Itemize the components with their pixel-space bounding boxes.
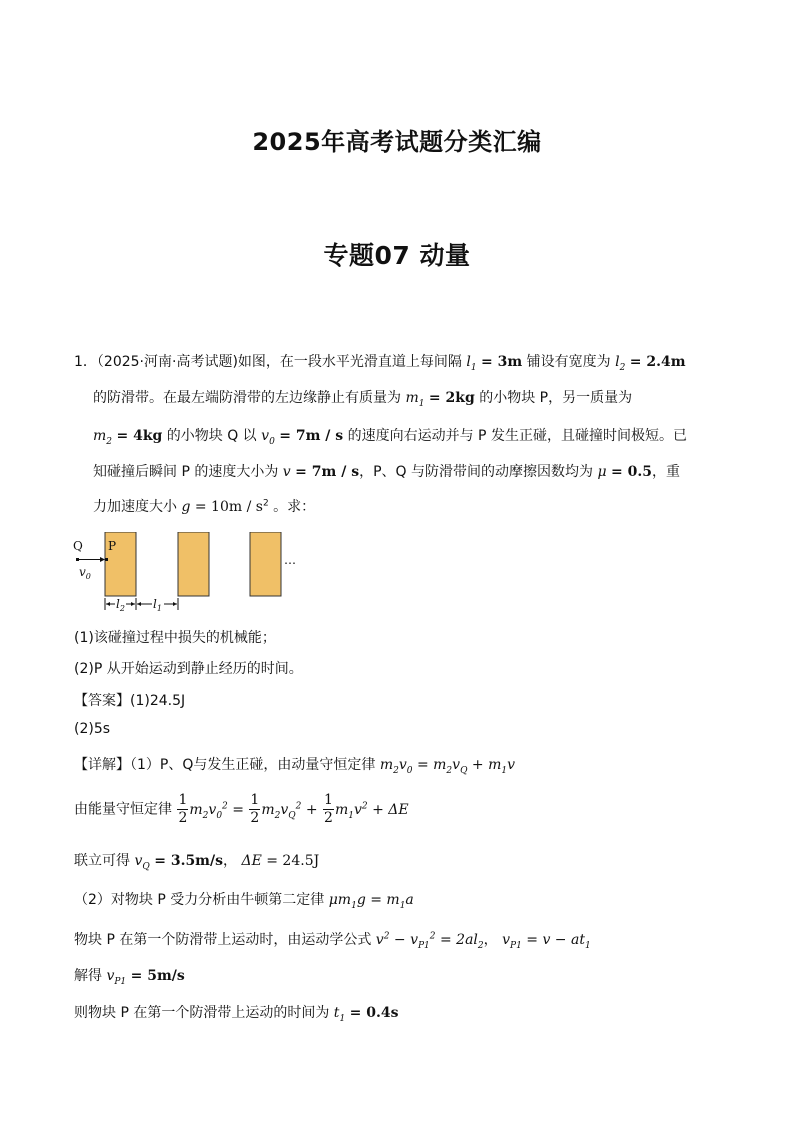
- detail-line-5: 物块 P 在第一个防滑带上运动时，由运动学公式 $v^2 - v_{P1}^2 = 2al_2$， $v_{P1} = v - at_1$: [74, 931, 591, 951]
- question-line-3: $m_2 = 4kg$ 的小物块 Q 以 $v_0 = 7m / s$ 的速度向右运动并与 P 发生正碰，且碰撞时间极短。已: [93, 428, 687, 447]
- part-2: (2)P 从开始运动到静止经历的时间。: [74, 661, 303, 677]
- math-l1: $l_1$: [466, 354, 477, 373]
- block-p: [105, 558, 108, 561]
- question-line-1: 1．（2025·河南·高考试题)如图，在一段水平光滑直道上每间隔 $l_1 = 3m$ 铺设有宽度为 $l_2 = 2.4m$: [74, 354, 686, 373]
- detail-line-1: 【详解】（1）P、Q与发生正碰，由动量守恒定律 $m_2v_0 = m_2v_Q + m_1v$: [74, 757, 516, 776]
- detail-line-4: （2）对物块 P 受力分析由牛顿第二定律 $\mu m_1g = m_1a$: [74, 892, 414, 911]
- detail-line-3: 联立可得 $v_Q = 3.5m/s$， ΔE = 24.5J: [74, 853, 320, 872]
- label-v0: $v_0$: [79, 565, 91, 581]
- friction-strip-3: [250, 532, 281, 596]
- detail-tag: 【详解】: [74, 757, 130, 773]
- answer-line-2: (2)5s: [74, 721, 111, 737]
- label-q: Q: [73, 539, 83, 553]
- page-title: 2025年高考试题分类汇编: [252, 128, 542, 156]
- ellipsis: …: [284, 553, 296, 567]
- detail-line-7: 则物块 P 在第一个防滑带上运动的时间为 $t_1 = 0.4s$: [74, 1005, 399, 1024]
- label-p: P: [108, 539, 117, 553]
- detail-line-2: 由能量守恒定律 $\frac{1}{2}$ $m_2v_0^2$ = $\frac{1}{2}$ $m_2v_Q^2$ + $\frac{1}{2}$ $m_1v^2 + \Delta E$: [74, 792, 409, 826]
- question-line-5: 力加速度大小 $g = 10m / s^2$ 。求：: [93, 498, 316, 515]
- question-line-2: 的防滑带。在最左端防滑带的左边缘静止有质量为 $m_1 = 2kg$ 的小物块 P，另一质量为: [93, 390, 633, 409]
- friction-strip-2: [178, 532, 209, 596]
- label-l1: $l_1$: [153, 597, 162, 613]
- answer-line-1: 【答案】(1)24.5J: [74, 693, 186, 709]
- problem-figure: [72, 532, 312, 616]
- answer-tag: 【答案】: [74, 693, 130, 709]
- label-l2: $l_2$: [116, 597, 125, 613]
- velocity-arrow-head: [100, 557, 105, 562]
- detail-line-6: 解得 $v_{P1} = 5m/s$: [74, 968, 185, 987]
- part-1: (1)该碰撞过程中损失的机械能；: [74, 630, 276, 646]
- question-line-4: 知碰撞后瞬间 P 的速度大小为 v = 7m / s，P、Q 与防滑带间的动摩擦因数均为 μ = 0.5，重: [93, 464, 680, 480]
- topic-title: 专题07 动量: [323, 241, 471, 270]
- block-q: [76, 558, 79, 561]
